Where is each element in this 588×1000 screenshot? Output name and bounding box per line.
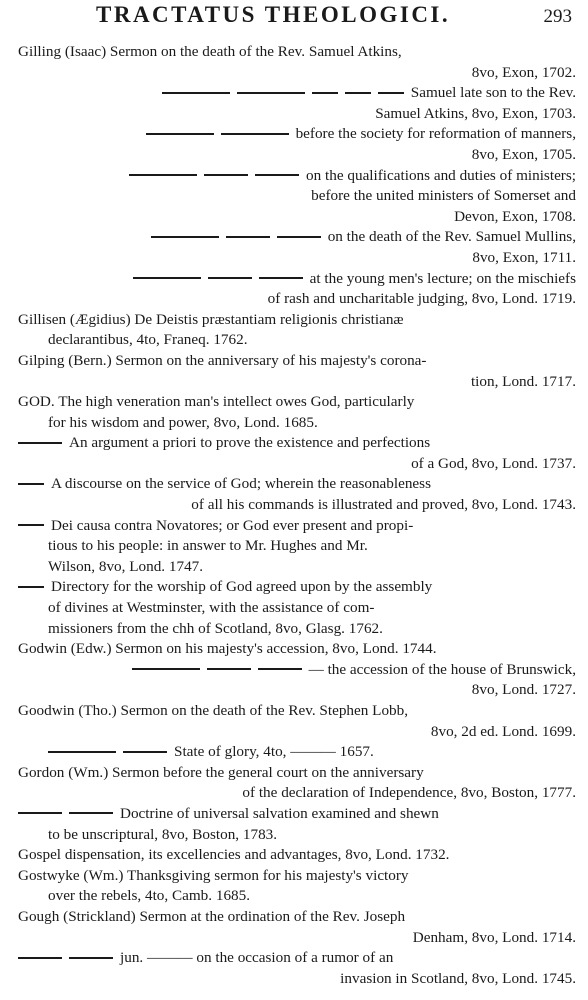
entry-text: Samuel Atkins, 8vo, Exon, 1703. (375, 104, 576, 122)
ditto-dash (151, 236, 219, 238)
entry-line (18, 660, 576, 681)
entry-text: Gough (Strickland) Sermon at the ordination of the Rev. Joseph (18, 907, 406, 925)
entry-text: Gostwyke (Wm.) Thanksgiving sermon for his majesty's victory (18, 866, 409, 884)
ditto-dash (162, 92, 230, 94)
entry-line (18, 207, 576, 228)
ditto-dash (18, 812, 62, 814)
catalogue-entry (18, 269, 576, 310)
ditto-dash (312, 92, 338, 94)
entry-text: Gospel dispensation, its excellencies and advantages, 8vo, Lond. 1732. (18, 846, 450, 864)
entry-text: tion, Lond. 1717. (470, 372, 576, 390)
entry-line (18, 227, 576, 248)
entry-text: State of glory, 4to, ——— 1657. (174, 743, 374, 761)
entry-text: before the united ministers of Somerset and (311, 187, 576, 205)
entry-line (18, 886, 576, 907)
entry-text: jun. ——— on the occasion of a rumor of an (120, 949, 394, 967)
catalogue-entry (18, 639, 576, 660)
catalogue-entry (18, 742, 576, 763)
entry-line (18, 639, 576, 660)
entry-line (18, 433, 576, 454)
entry-line (18, 310, 576, 331)
catalogue-entry (18, 351, 576, 392)
entry-line (18, 907, 576, 928)
catalogue-entry (18, 660, 576, 701)
entry-line (18, 969, 576, 990)
entry-text: declarantibus, 4to, Franeq. 1762. (48, 331, 248, 349)
entry-line (18, 392, 576, 413)
entry-line (18, 804, 576, 825)
ditto-dash (48, 751, 116, 753)
entry-text: 8vo, Exon, 1711. (472, 248, 576, 266)
entry-line (18, 557, 576, 578)
entry-text: of all his commands is illustrated and proved, 8vo, Lond. 1743. (191, 496, 576, 514)
entry-line (18, 269, 576, 290)
catalogue-entry (18, 310, 576, 351)
entry-text: GOD. The high veneration man's intellect owes God, particularly (18, 393, 415, 411)
entry-text: Doctrine of universal salvation examined and shewn (120, 804, 439, 822)
entry-text: Gillisen (Ægidius) De Deistis præstantiam religionis christianæ (18, 310, 404, 328)
entry-line (18, 536, 576, 557)
ditto-dash (18, 957, 62, 959)
ditto-dash (123, 751, 167, 753)
catalogue-entry (18, 83, 576, 124)
entry-text: of a God, 8vo, Lond. 1737. (411, 454, 576, 472)
ditto-dash (69, 812, 113, 814)
entry-line (18, 866, 576, 887)
entry-line (18, 763, 576, 784)
ditto-dash (133, 277, 201, 279)
entry-line (18, 948, 576, 969)
entry-text: of divines at Westminster, with the assistance of com- (48, 599, 375, 617)
ditto-dash (204, 174, 248, 176)
catalogue-entry (18, 763, 576, 804)
ditto-dash (129, 174, 197, 176)
entry-line (18, 825, 576, 846)
entry-text: Samuel late son to the Rev. (410, 84, 576, 102)
entry-line (18, 598, 576, 619)
catalogue-entry (18, 227, 576, 268)
entry-line (18, 104, 576, 125)
entry-line (18, 124, 576, 145)
entry-text: for his wisdom and power, 8vo, Lond. 1685. (48, 413, 318, 431)
catalogue-entry (18, 804, 576, 845)
ditto-dash (18, 483, 44, 485)
entry-line (18, 351, 576, 372)
entry-line (18, 701, 576, 722)
entry-line (18, 63, 576, 84)
ditto-dash (259, 277, 303, 279)
catalogue-entry (18, 845, 576, 866)
entry-text: 8vo, Exon, 1702. (471, 63, 576, 81)
entry-text: missioners from the chh of Scotland, 8vo, Glasg. 1762. (48, 619, 383, 637)
entry-line (18, 783, 576, 804)
ditto-dash (378, 92, 404, 94)
catalogue-entry (18, 866, 576, 907)
catalogue-entries (18, 42, 576, 989)
entry-text: Godwin (Edw.) Sermon on his majesty's accession, 8vo, Lond. 1744. (18, 640, 437, 658)
ditto-dash (69, 957, 113, 959)
entry-text: A discourse on the service of God; wherein the reasonableness (51, 475, 431, 493)
entry-line (18, 289, 576, 310)
catalogue-entry (18, 166, 576, 228)
entry-text: Wilson, 8vo, Lond. 1747. (48, 557, 204, 575)
entry-line (18, 454, 576, 475)
entry-line (18, 577, 576, 598)
entry-text: before the society for reformation of manners, (295, 125, 576, 143)
entry-text: 8vo, 2d ed. Lond. 1699. (430, 722, 576, 740)
entry-line (18, 42, 576, 63)
entry-line (18, 248, 576, 269)
catalogue-entry (18, 907, 576, 948)
entry-text: 8vo, Lond. 1727. (471, 681, 576, 699)
ditto-dash (132, 668, 200, 670)
entry-line (18, 928, 576, 949)
entry-text: of the declaration of Independence, 8vo, Boston, 1777. (242, 784, 576, 802)
ditto-dash (18, 586, 44, 588)
entry-text: Goodwin (Tho.) Sermon on the death of the Rev. Stephen Lobb, (18, 702, 409, 719)
entry-line (18, 722, 576, 743)
catalogue-entry (18, 701, 576, 742)
page-number: 293 (543, 6, 572, 27)
catalogue-entry (18, 124, 576, 165)
entry-line (18, 619, 576, 640)
entry-line (18, 845, 576, 866)
entry-text: on the death of the Rev. Samuel Mullins, (327, 228, 576, 246)
ditto-dash (255, 174, 299, 176)
entry-text: Devon, Exon, 1708. (454, 207, 576, 225)
entry-line (18, 145, 576, 166)
entry-text: to be unscriptural, 8vo, Boston, 1783. (48, 825, 278, 843)
entry-text: — the accession of the house of Brunswick, (308, 660, 576, 678)
entry-line (18, 495, 576, 516)
entry-line (18, 166, 576, 187)
ditto-dash (18, 524, 44, 526)
catalogue-entry (18, 516, 576, 578)
entry-text: over the rebels, 4to, Camb. 1685. (48, 887, 251, 905)
ditto-dash (18, 442, 62, 444)
entry-text: Denham, 8vo, Lond. 1714. (412, 928, 576, 946)
running-head: TRACTATUS THEOLOGICI. (96, 2, 451, 27)
ditto-dash (208, 277, 252, 279)
entry-text: tious to his people: in answer to Mr. Hughes and Mr. (48, 537, 368, 555)
entry-line (18, 413, 576, 434)
page-header (0, 0, 588, 40)
entry-text: Directory for the worship of God agreed upon by the assembly (51, 578, 433, 596)
catalogue-entry (18, 392, 576, 433)
entry-line (18, 330, 576, 351)
ditto-dash (226, 236, 270, 238)
entry-text: Gilping (Bern.) Sermon on the anniversary of his majesty's corona- (18, 351, 427, 369)
entry-text: Dei causa contra Novatores; or God ever present and propi- (51, 516, 414, 534)
entry-text: Gordon (Wm.) Sermon before the general court on the anniversary (18, 763, 424, 781)
entry-line (18, 742, 576, 763)
entry-line (18, 680, 576, 701)
entry-line (18, 186, 576, 207)
catalogue-entry (18, 433, 576, 474)
ditto-dash (207, 668, 251, 670)
entry-line (18, 516, 576, 537)
entry-line (18, 372, 576, 393)
entry-text: Gilling (Isaac) Sermon on the death of the Rev. Samuel Atkins, (18, 43, 402, 60)
entry-line (18, 83, 576, 104)
entry-line (18, 474, 576, 495)
entry-text: on the qualifications and duties of ministers; (306, 166, 576, 184)
ditto-dash (146, 133, 214, 135)
ditto-dash (221, 133, 289, 135)
ditto-dash (258, 668, 302, 670)
ditto-dash (237, 92, 305, 94)
catalogue-entry (18, 474, 576, 515)
catalogue-entry (18, 948, 576, 989)
ditto-dash (345, 92, 371, 94)
ditto-dash (277, 236, 321, 238)
entry-text: invasion in Scotland, 8vo, Lond. 1745. (340, 969, 576, 987)
catalogue-entry (18, 42, 576, 83)
entry-text: of rash and uncharitable judging, 8vo, Lond. 1719. (267, 290, 576, 308)
entry-text: at the young men's lecture; on the mischiefs (309, 269, 576, 287)
catalogue-entry (18, 577, 576, 639)
entry-text: 8vo, Exon, 1705. (471, 145, 576, 163)
entry-text: An argument a priori to prove the existence and perfections (69, 434, 431, 452)
